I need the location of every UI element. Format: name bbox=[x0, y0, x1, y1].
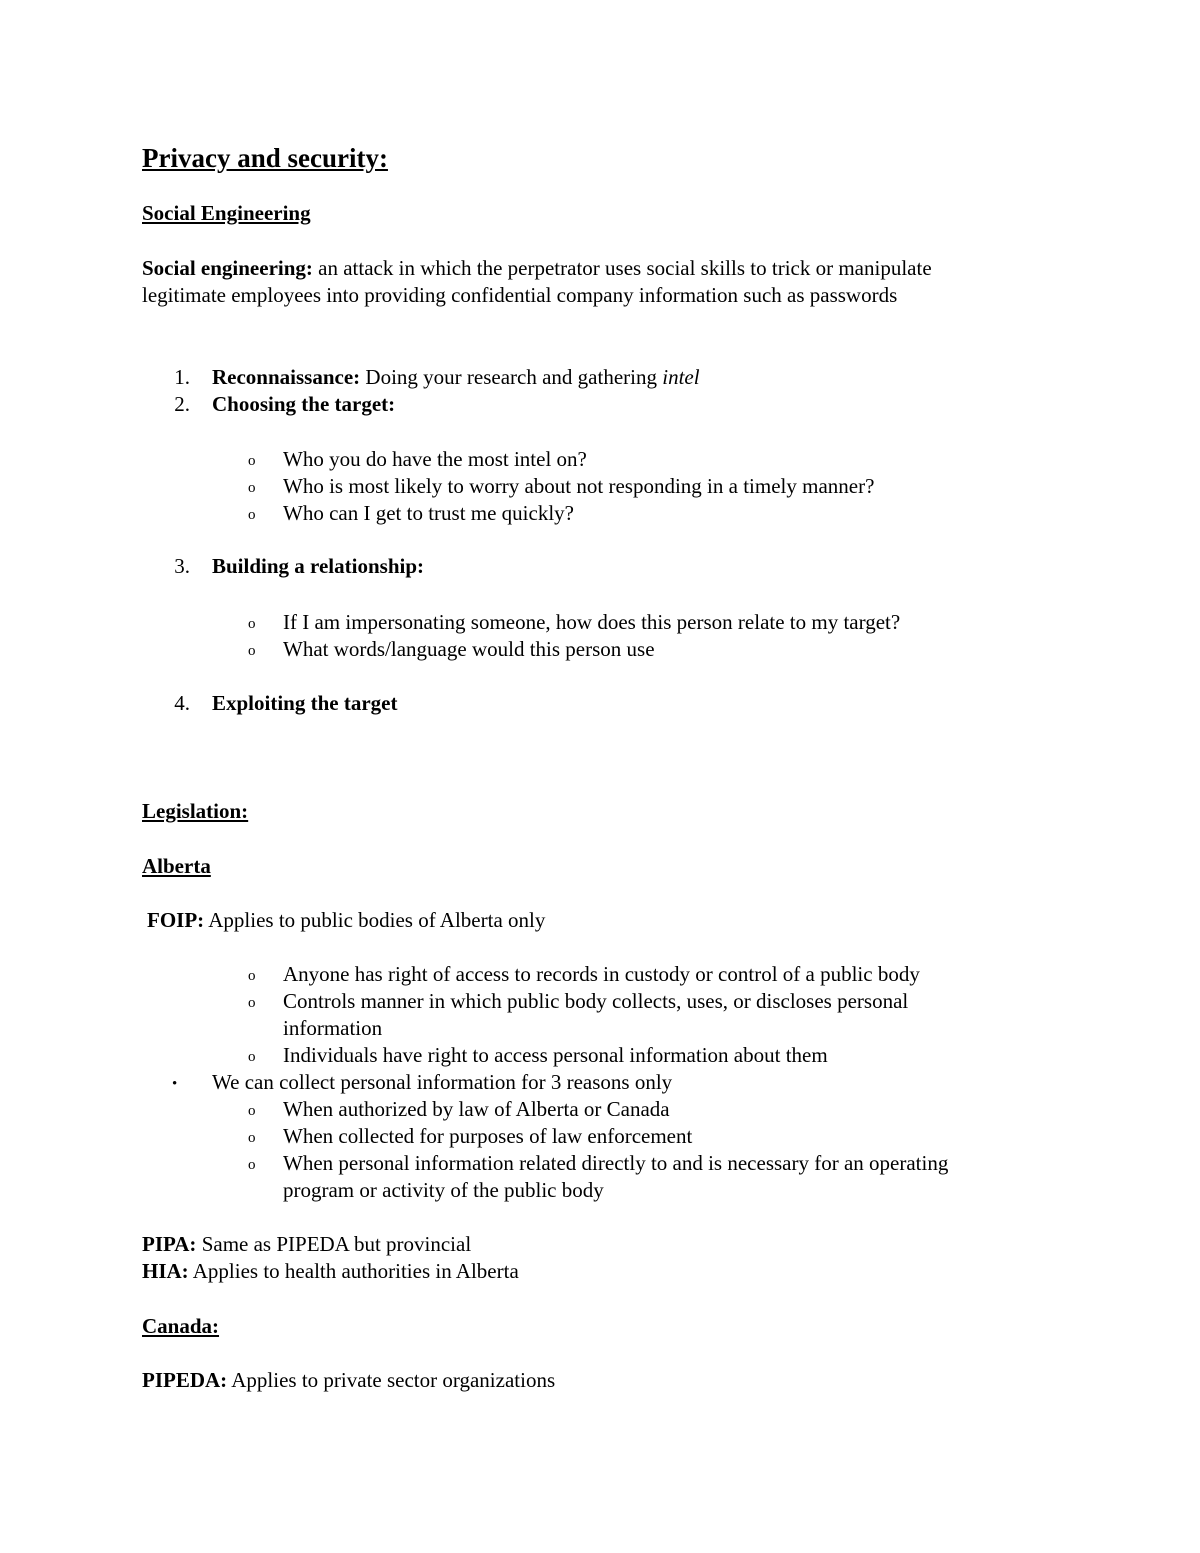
list-item: What words/language would this person use bbox=[283, 637, 655, 661]
step-number: 4. bbox=[174, 691, 190, 715]
circle-bullet: o bbox=[248, 1103, 256, 1119]
list-item: Who is most likely to worry about not responding in a timely manner? bbox=[283, 474, 875, 498]
foip-text: Applies to public bodies of Alberta only bbox=[204, 908, 546, 932]
disc-bullet: • bbox=[172, 1076, 178, 1092]
definition-term: Social engineering: bbox=[142, 256, 313, 280]
list-item: When authorized by law of Alberta or Canada bbox=[283, 1097, 670, 1121]
circle-bullet: o bbox=[248, 1130, 256, 1146]
pipa-line bbox=[142, 1231, 471, 1258]
hia-term: HIA: bbox=[142, 1259, 189, 1283]
circle-bullet: o bbox=[248, 968, 256, 984]
list-item-continuation: program or activity of the public body bbox=[283, 1178, 604, 1202]
circle-bullet: o bbox=[248, 995, 256, 1011]
hia-text: Applies to health authorities in Alberta bbox=[188, 1259, 519, 1283]
definition-line-2: legitimate employees into providing confidential company information such as passwords bbox=[142, 283, 898, 307]
list-item: Who you do have the most intel on? bbox=[283, 447, 587, 471]
circle-bullet: o bbox=[248, 616, 256, 632]
alberta-heading: Alberta bbox=[142, 854, 211, 878]
step-text: Doing your research and gathering bbox=[360, 365, 663, 389]
foip-line bbox=[147, 907, 545, 934]
step-label: Building a relationship: bbox=[212, 554, 425, 578]
list-item-continuation: information bbox=[283, 1016, 383, 1040]
step-number: 1. bbox=[174, 365, 190, 389]
page-title: Privacy and security: bbox=[142, 143, 388, 173]
list-item: When collected for purposes of law enforcement bbox=[283, 1124, 693, 1148]
step-label: Exploiting the target bbox=[212, 691, 398, 715]
step-label: Reconnaissance: bbox=[212, 365, 361, 389]
list-item: Individuals have right to access personal information about them bbox=[283, 1043, 828, 1067]
step-italic: intel bbox=[662, 365, 700, 389]
circle-bullet: o bbox=[248, 453, 256, 469]
circle-bullet: o bbox=[248, 507, 256, 523]
circle-bullet: o bbox=[248, 1049, 256, 1065]
circle-bullet: o bbox=[248, 1157, 256, 1173]
list-item: When personal information related directly to and is necessary for an operating bbox=[283, 1151, 949, 1175]
definition-text-1: an attack in which the perpetrator uses social skills to trick or manipulate bbox=[312, 256, 932, 280]
step-item bbox=[212, 364, 700, 391]
list-item: Who can I get to trust me quickly? bbox=[283, 501, 574, 525]
pipeda-term: PIPEDA: bbox=[142, 1368, 228, 1392]
social-engineering-heading: Social Engineering bbox=[142, 201, 311, 225]
circle-bullet: o bbox=[248, 643, 256, 659]
list-item: We can collect personal information for 3 reasons only bbox=[212, 1070, 673, 1094]
pipeda-text: Applies to private sector organizations bbox=[227, 1368, 556, 1392]
pipa-text: Same as PIPEDA but provincial bbox=[196, 1232, 472, 1256]
hia-line bbox=[142, 1258, 519, 1285]
step-label: Choosing the target: bbox=[212, 392, 396, 416]
circle-bullet: o bbox=[248, 480, 256, 496]
definition-line-1 bbox=[142, 255, 932, 282]
pipa-term: PIPA: bbox=[142, 1232, 197, 1256]
step-number: 2. bbox=[174, 392, 190, 416]
legislation-heading: Legislation: bbox=[142, 799, 249, 823]
step-number: 3. bbox=[174, 554, 190, 578]
list-item: Anyone has right of access to records in custody or control of a public body bbox=[283, 962, 920, 986]
canada-heading: Canada: bbox=[142, 1314, 220, 1338]
pipeda-line bbox=[142, 1367, 555, 1394]
foip-term: FOIP: bbox=[147, 908, 205, 932]
list-item: Controls manner in which public body collects, uses, or discloses personal bbox=[283, 989, 909, 1013]
list-item: If I am impersonating someone, how does this person relate to my target? bbox=[283, 610, 901, 634]
